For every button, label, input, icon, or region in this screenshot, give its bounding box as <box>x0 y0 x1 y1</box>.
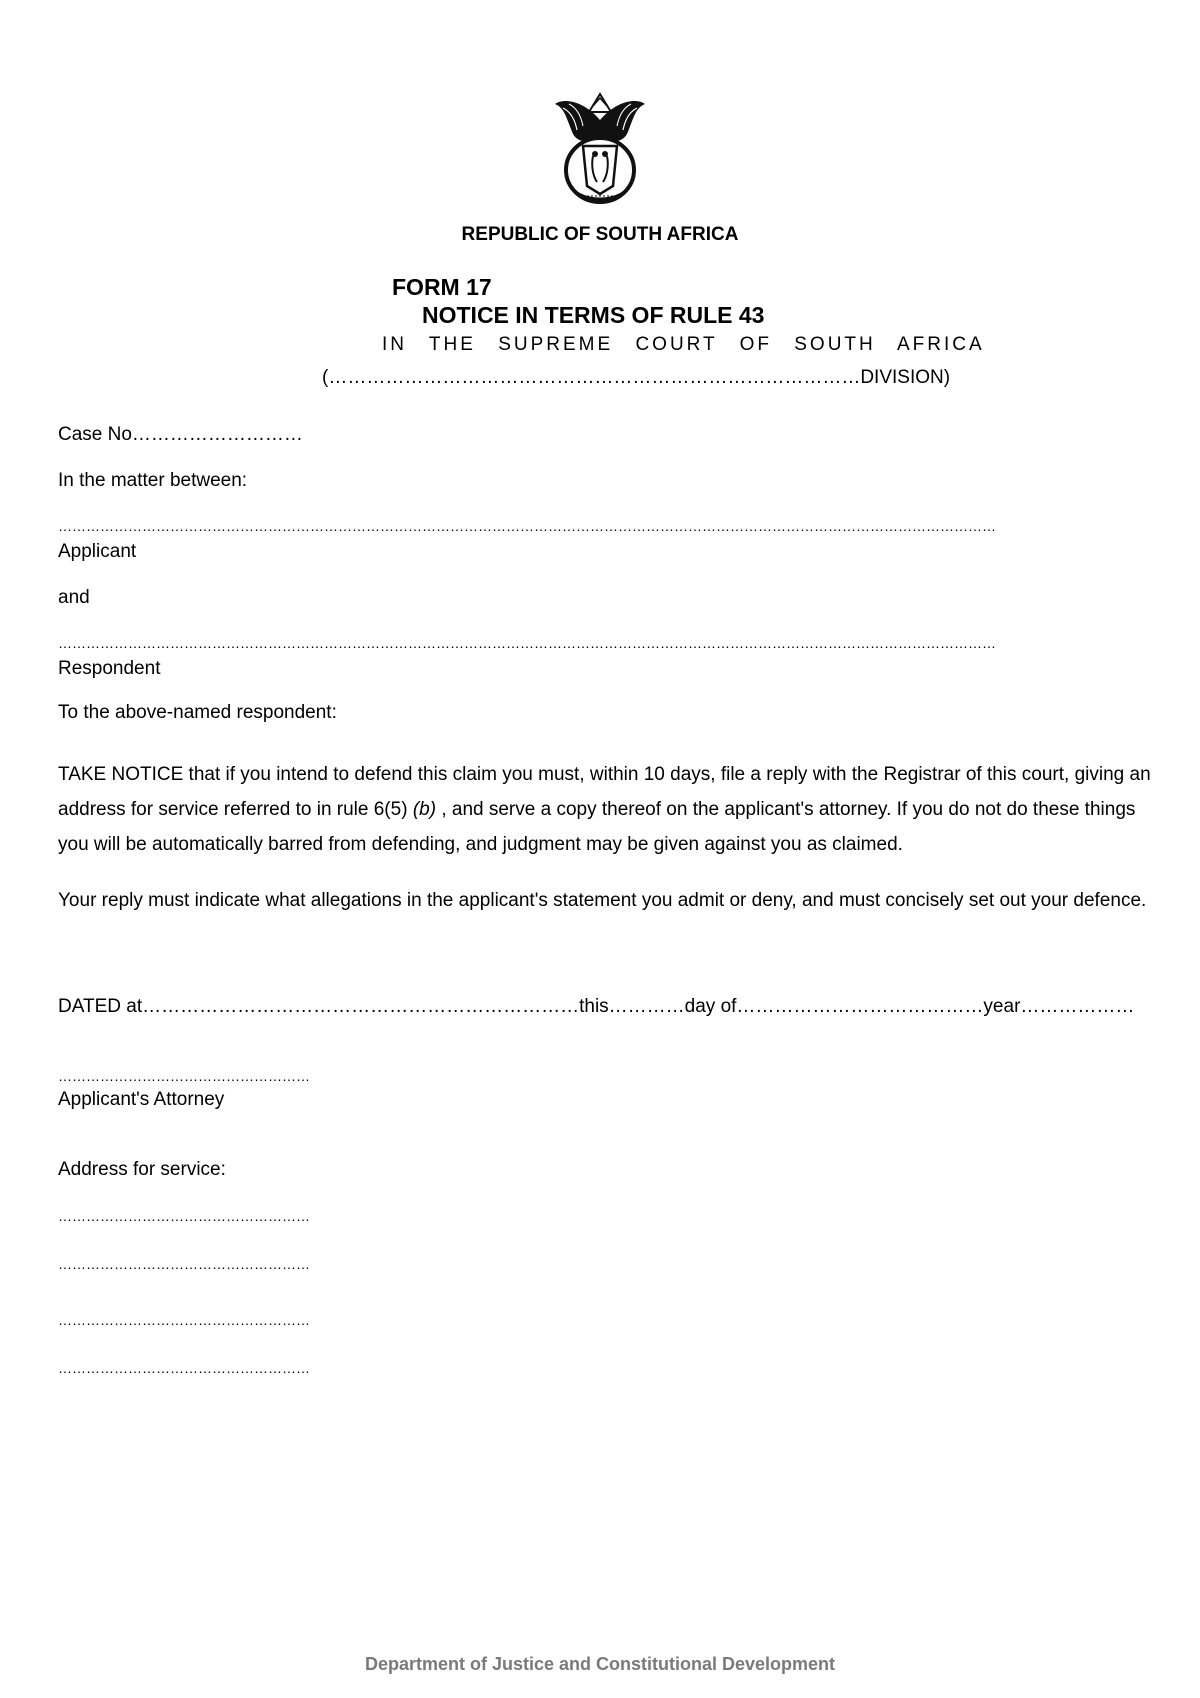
attorney-signature-line: ……………………………………………… <box>58 1068 310 1084</box>
address-line-3: ……………………………………………… <box>58 1312 310 1328</box>
coat-of-arms-emblem <box>553 90 647 206</box>
reply-paragraph: Your reply must indicate what allegations in the applicant's statement you admit or deny, and must concisely set out your defence. <box>58 890 1147 911</box>
matter-between-label: In the matter between: <box>58 470 248 491</box>
address-line-1: ……………………………………………… <box>58 1208 310 1224</box>
address-line-4: ……………………………………………… <box>58 1360 310 1376</box>
form-number: FORM 17 <box>392 274 492 300</box>
notice-rule-subsection: (b) <box>412 799 437 820</box>
notice-text-part1: TAKE NOTICE that if you intend to defend this claim you must, within 10 days, file a reply with the Registrar of this court, giving an address for service referred to in rule 6(5) <box>58 764 1151 820</box>
and-label: and <box>58 587 90 608</box>
respondent-name-line: ………………………………………………………………………………………………………………………………………………………………………………… <box>58 635 996 651</box>
addressee-line: To the above-named respondent: <box>58 702 337 723</box>
address-for-service-label: Address for service: <box>58 1159 226 1180</box>
attorney-label: Applicant's Attorney <box>58 1089 225 1110</box>
respondent-label: Respondent <box>58 658 161 679</box>
form-title: NOTICE IN TERMS OF RULE 43 <box>422 302 765 328</box>
dated-line: DATED at……………………………………………………………this…………day of…………………………………year……………… <box>58 996 1135 1017</box>
footer-department: Department of Justice and Constitutional Development <box>364 1654 836 1674</box>
court-name: IN THE SUPREME COURT OF SOUTH AFRICA <box>382 334 985 355</box>
address-line-2: ……………………………………………… <box>58 1256 310 1272</box>
take-notice-paragraph <box>58 757 1158 862</box>
notice-text-part2: , and serve a copy thereof on the applicant's attorney. If you do not do these things you will be automatically barred from defending, and judgment may be given against you as claimed. <box>58 799 1136 855</box>
applicant-name-line: ………………………………………………………………………………………………………………………………………………………………………………… <box>58 518 996 534</box>
case-number-field: Case No……………………… <box>58 424 303 445</box>
applicant-label: Applicant <box>58 541 137 562</box>
country-heading: REPUBLIC OF SOUTH AFRICA <box>461 224 739 245</box>
division-field: (…………………………………………………………………………DIVISION) <box>322 367 951 388</box>
